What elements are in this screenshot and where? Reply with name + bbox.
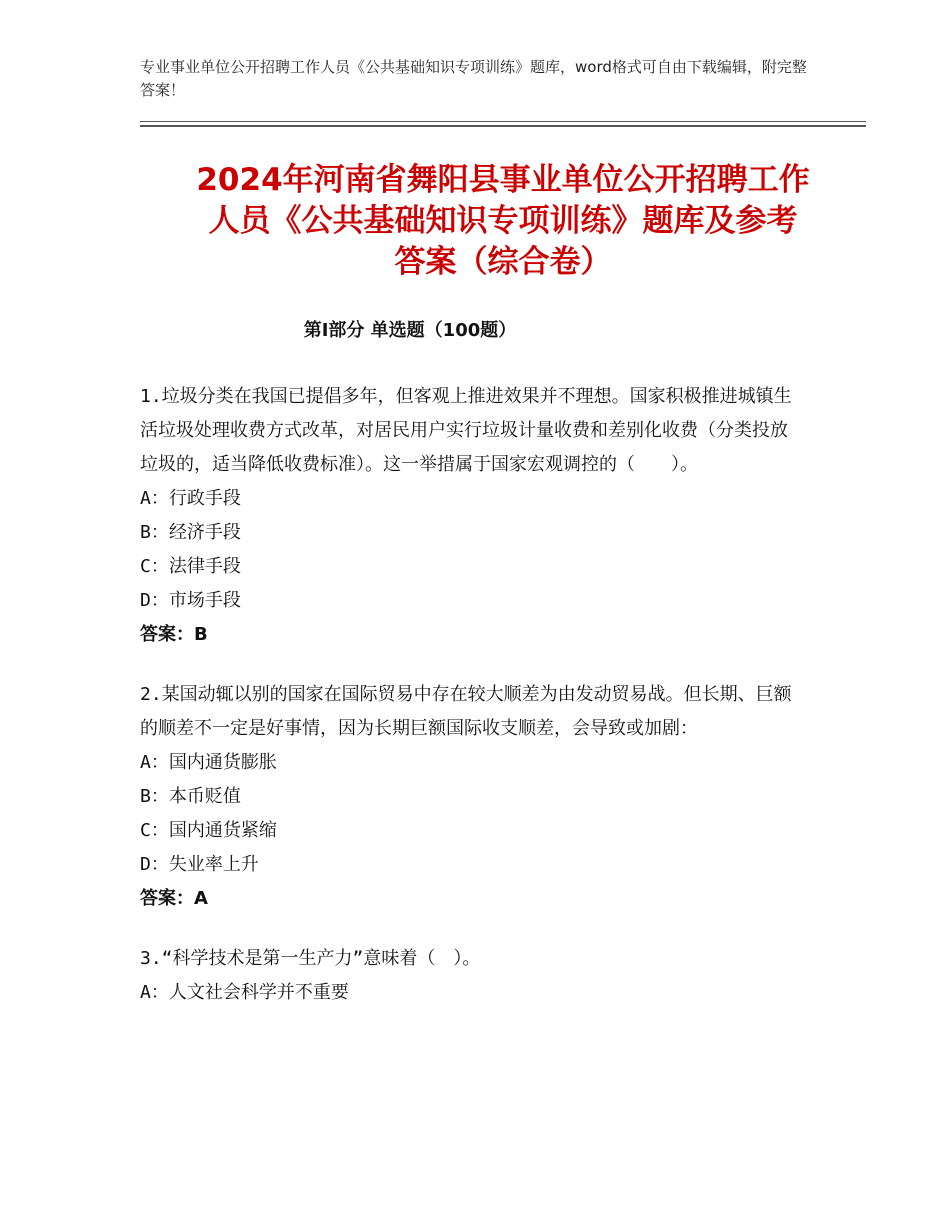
answer-label: 答案：B [140, 624, 208, 645]
title-line-1: 2024年河南省舞阳县事业单位公开招聘工作 [196, 162, 810, 198]
option-d: D：失业率上升 [140, 854, 259, 875]
question-list [140, 380, 800, 1036]
section-title: 第Ⅰ部分 单选题（100题） [303, 320, 517, 341]
question-3 [140, 942, 800, 1010]
option-a: A：国内通货膨胀 [140, 752, 277, 773]
header-rule-thin [140, 121, 866, 122]
option-b: B：经济手段 [140, 522, 241, 543]
header-note: 专业事业单位公开招聘工作人员《公共基础知识专项训练》题库，word格式可自由下载编辑，附完整答案！ [140, 58, 807, 99]
option-c: C：国内通货紧缩 [140, 820, 277, 841]
answer-label: 答案：A [140, 888, 208, 909]
question-stem: 2.某国动辄以别的国家在国际贸易中存在较大顺差为由发动贸易战。但长期、巨额的顺差不一定是好事情，因为长期巨额国际收支顺差，会导致或加剧： [140, 684, 792, 739]
title-line-3: 答案（综合卷） [394, 244, 612, 280]
question-stem: 3.“科学技术是第一生产力”意味着（ ）。 [140, 948, 481, 969]
option-c: C：法律手段 [140, 556, 241, 577]
option-a: A：行政手段 [140, 488, 241, 509]
option-d: D：市场手段 [140, 590, 241, 611]
question-2 [140, 678, 800, 916]
title-line-2: 人员《公共基础知识专项训练》题库及参考 [208, 203, 798, 239]
document-title [140, 160, 866, 283]
header-rule-thick [140, 125, 866, 127]
question-stem: 1.垃圾分类在我国已提倡多年，但客观上推进效果并不理想。国家积极推进城镇生活垃圾处理收费方式改革，对居民用户实行垃圾计量收费和差别化收费（分类投放垃圾的，适当降低收费标准）。这一举措属于国家宏观调控的（ ）。 [140, 386, 792, 475]
question-1 [140, 380, 800, 652]
option-a: A：人文社会科学并不重要 [140, 982, 349, 1003]
option-b: B：本币贬值 [140, 786, 241, 807]
